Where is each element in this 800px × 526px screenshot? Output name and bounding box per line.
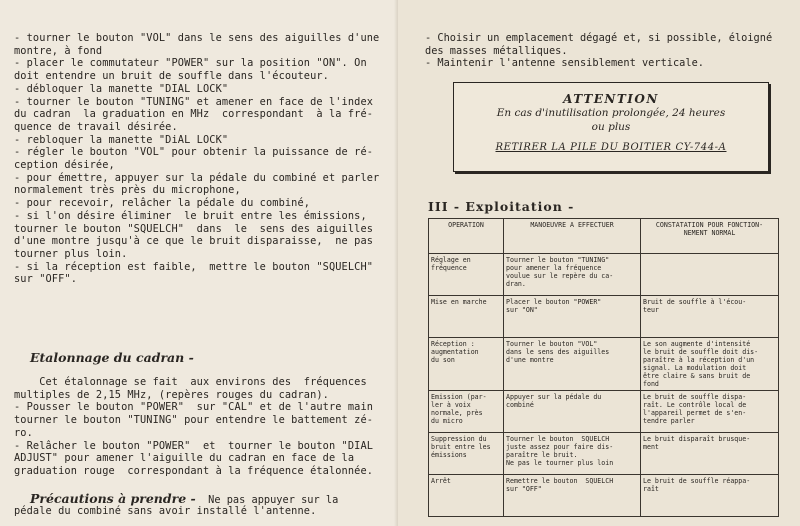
table-cell bbox=[641, 254, 779, 296]
table-row bbox=[429, 296, 779, 338]
attention-title: ATTENTION bbox=[563, 92, 659, 106]
precautions-text: Ne pas appuyer sur la bbox=[195, 494, 339, 506]
attention-line-3: RETIRER LA PILE DU BOITIER CY-744-A bbox=[495, 142, 727, 153]
table-cell: Le bruit disparaît brusque- ment bbox=[641, 433, 779, 475]
table-row bbox=[429, 338, 779, 391]
precautions-text-2: pédale du combiné sans avoir installé l'antenne. bbox=[14, 505, 317, 517]
table-cell: Le bruit de souffle réappa- raît bbox=[641, 475, 779, 517]
table-cell: Remettre le bouton SQUELCH sur "OFF" bbox=[504, 475, 641, 517]
instructions-text: - tourner le bouton "VOL" dans le sens des aiguilles d'une montre, à fond - placer le commutateur "POWER" sur la position "ON". On doit entendre un bruit de souffle dans l'écouteur. - débloquer la manette "DIAL LOCK" - tourner le bouton "TUNING" et amener en face de l'index du cadran la graduation en MHz correspondant à la fré- quence de travail désirée. - rebloquer la manette "DiAL LOCK" - régler le bouton "VOL" pour obtenir la puissance de ré- ception désirée, - pour émettre, appuyer sur la pédale du combiné et parler normalement très près du microphone, - pour recevoir, relâcher la pédale du combiné, - si l'on désire éliminer le bruit entre les émissions, tourner le bouton "SQUELCH" dans le sens des aiguilles d'une montre jusqu'à ce que le bruit disparaisse, ne pas tourner plus loin. - si la réception est faible, mettre le bouton "SQUELCH" sur "OFF". bbox=[14, 32, 380, 286]
table-cell: Réception : augmentation du son bbox=[429, 338, 504, 391]
operations-table bbox=[428, 218, 779, 517]
table-cell: Tourner le bouton "TUNING" pour amener la fréquence voulue sur le repère du ca- dran. bbox=[504, 254, 641, 296]
precautions-heading: Précautions à prendre - bbox=[30, 491, 196, 506]
precautions-line bbox=[30, 491, 338, 506]
table-row bbox=[429, 391, 779, 433]
table-cell: Suppression du bruit entre les émissions bbox=[429, 433, 504, 475]
table-cell: Appuyer sur la pédale du combiné bbox=[504, 391, 641, 433]
section-title: III - Exploitation - bbox=[428, 199, 575, 214]
calibration-heading: Etalonnage du cadran - bbox=[30, 350, 194, 365]
table-row bbox=[429, 433, 779, 475]
table-header: MANOEUVRE A EFFECTUER bbox=[504, 219, 641, 254]
calibration-text: Cet étalonnage se fait aux environs des fréquences multiples de 2,15 MHz, (repères rouges du cadran). - Pousser le bouton "POWER" sur "CAL" et de l'autre main tourner le bouton "TUNING" pour entendre le battement zé- ro. - Relâcher le bouton "POWER" et tourner le bouton "DIAL ADJUST" pour amener l'aiguille du cadran en face de la graduation rouge correspondant à la fréquence étalonnée. bbox=[14, 376, 374, 477]
table-header: CONSTATATION POUR FONCTION- NEMENT NORMAL bbox=[641, 219, 779, 254]
table-cell: Le son augmente d'intensité le bruit de souffle doit dis- paraître à la réception d'un signal. La modulation doit être claire & sans bruit de fond bbox=[641, 338, 779, 391]
table-cell: Bruit de souffle à l'écou- teur bbox=[641, 296, 779, 338]
table-cell: Arrêt bbox=[429, 475, 504, 517]
attention-line-2: ou plus bbox=[591, 121, 631, 133]
table-header-row bbox=[429, 219, 779, 254]
table-cell: Réglage en fréquence bbox=[429, 254, 504, 296]
table-cell: Emission (par- ler à voix normale, près du micro bbox=[429, 391, 504, 433]
left-page bbox=[0, 0, 398, 526]
attention-line-1: En cas d'inutilisation prolongée, 24 heures bbox=[496, 107, 726, 119]
table-cell: Tourner le bouton "VOL" dans le sens des aiguilles d'une montre bbox=[504, 338, 641, 391]
table-cell: Mise en marche bbox=[429, 296, 504, 338]
table-row bbox=[429, 475, 779, 517]
table-cell: Le bruit de souffle dispa- raît. Le contrôle local de l'appareil permet de s'en- tendre parler bbox=[641, 391, 779, 433]
table-row bbox=[429, 254, 779, 296]
right-page bbox=[398, 0, 800, 526]
antenna-instructions: - Choisir un emplacement dégagé et, si possible, éloigné des masses métalliques. - Maintenir l'antenne sensiblement verticale. bbox=[425, 32, 773, 70]
table-cell: Placer le bouton "POWER" sur "ON" bbox=[504, 296, 641, 338]
attention-box bbox=[453, 82, 769, 172]
table-header: OPERATION bbox=[429, 219, 504, 254]
table-cell: Tourner le bouton SQUELCH juste assez pour faire dis- paraître le bruit. Ne pas le tourner plus loin bbox=[504, 433, 641, 475]
